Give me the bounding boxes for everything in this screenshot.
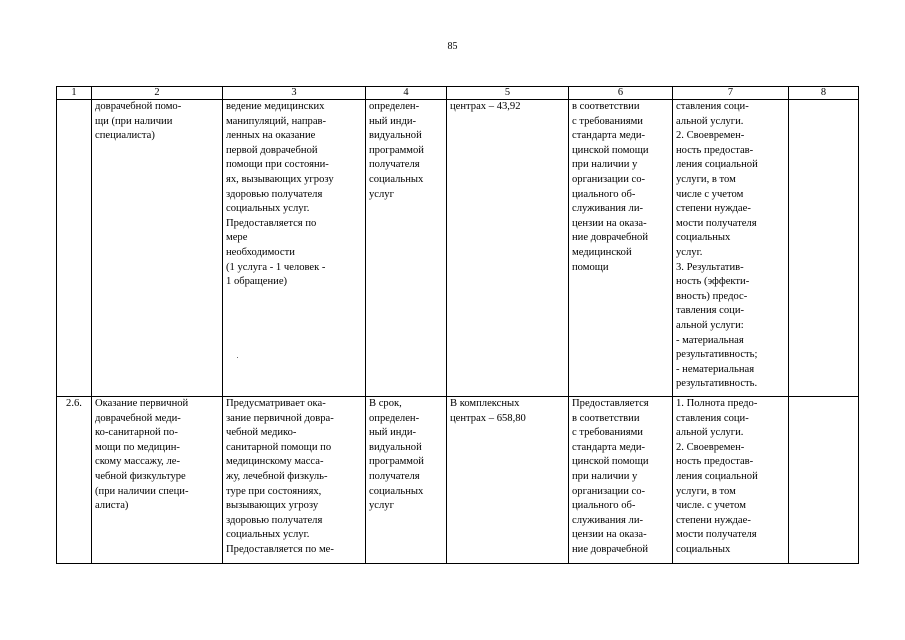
- service-conditions-cell: Предоставляется в соответствии с требованиями стандарта меди- цинской помощи при наличии у организации со- циального об- служивания ли- цензии на оказа- ние доврачебной: [569, 397, 673, 564]
- service-quality-cell: ставления соци- альной услуги. 2. Своевремен- ность предостав- ления социальной услуги, в том числе с учетом степени нуждае- мости получателя социальных услуг. 3. Результатив- ность (эффекти- вность) предос- тавления соци- альной услуги: - материальная результативность; - нематериальная результативность.: [673, 100, 789, 397]
- row-number-cell: [57, 100, 92, 397]
- service-name-cell: доврачебной помо- щи (при наличии специалиста): [92, 100, 223, 397]
- page-number: 85: [447, 41, 458, 52]
- header-row: [57, 87, 859, 100]
- service-notes-cell: [789, 397, 859, 564]
- service-quality-cell: 1. Полнота предо- ставления соци- альной услуги. 2. Своевремен- ность предостав- ления социальной услуги, в том числе. с учетом степени нуждае- мости получателя социальных: [673, 397, 789, 564]
- service-description-cell: Предусматривает ока- зание первичной довра- чебной медико- санитарной помощи по медицинскому масса- жу, лечебной физкуль- туре при состояниях, вызывающих угрозу здоровью получателя социальных услуг. Предоставляется по ме-: [223, 397, 366, 564]
- service-price-cell: В комплексных центрах – 658,80: [447, 397, 569, 564]
- services-table: [56, 86, 859, 564]
- row-number-cell: 2.6.: [57, 397, 92, 564]
- service-price-cell: центрах – 43,92: [447, 100, 569, 397]
- header-cell-4: 4: [366, 87, 447, 100]
- header-cell-3: 3: [223, 87, 366, 100]
- table-row: [57, 397, 859, 564]
- service-notes-cell: [789, 100, 859, 397]
- header-cell-5: 5: [447, 87, 569, 100]
- service-term-cell: В срок, определен- ный инди- видуальной программой получателя социальных услуг: [366, 397, 447, 564]
- service-name-cell: Оказание первичной доврачебной меди- ко-санитарной по- мощи по медицин- скому массажу, ле- чебной физкультуре (при наличии специ- алиста): [92, 397, 223, 564]
- service-term-cell: определен- ный инди- видуальной программой получателя социальных услуг: [366, 100, 447, 397]
- header-cell-6: 6: [569, 87, 673, 100]
- header-cell-2: 2: [92, 87, 223, 100]
- scan-speck: [237, 357, 238, 358]
- header-cell-7: 7: [673, 87, 789, 100]
- header-cell-8: 8: [789, 87, 859, 100]
- service-conditions-cell: в соответствии с требованиями стандарта меди- цинской помощи при наличии у организации со- циального об- служивания ли- цензии на оказа- ние доврачебной медицинской помощи: [569, 100, 673, 397]
- service-description-cell: ведение медицинских манипуляций, направ- ленных на оказание первой доврачебной помощи при состояни- ях, вызывающих угрозу здоровью получателя социальных услуг. Предоставляется по мере необходимости (1 услуга - 1 человек - 1 обращение): [223, 100, 366, 397]
- header-cell-1: 1: [57, 87, 92, 100]
- table-row: [57, 100, 859, 397]
